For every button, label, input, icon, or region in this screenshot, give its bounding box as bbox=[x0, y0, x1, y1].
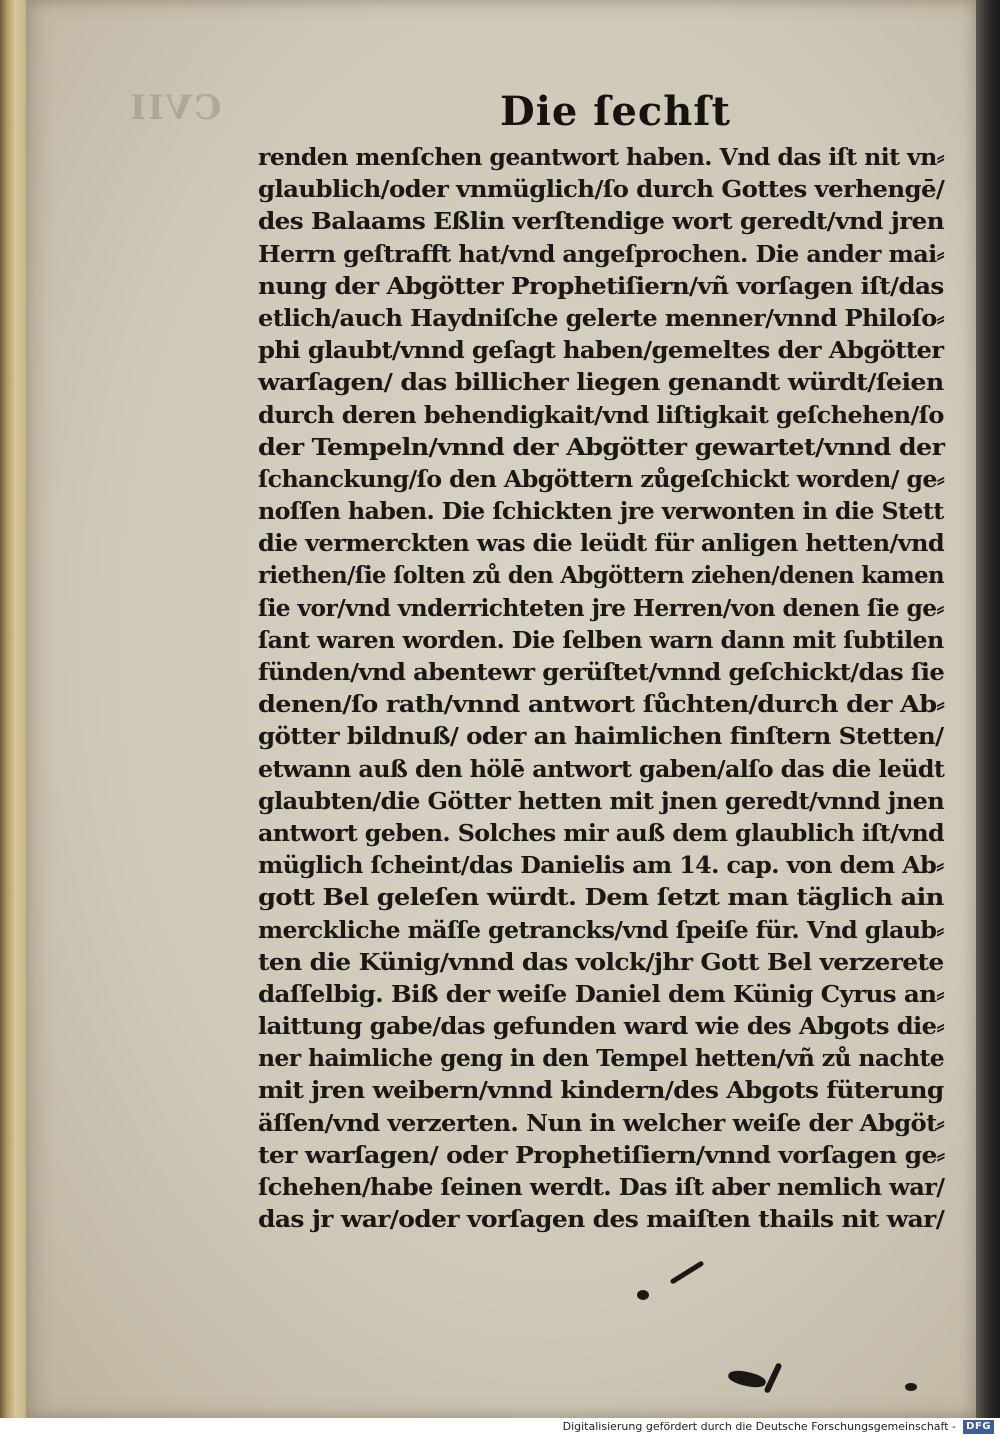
text-line: renden menſchen geantwort haben. Vnd das iſt nit vn⸗ bbox=[258, 144, 945, 171]
page-shadow bbox=[976, 0, 1000, 1418]
text-line: ſie vor/vnd vnderrichteten jre Herren/von denen ſie ge⸗ bbox=[258, 594, 944, 622]
text-line: noſſen haben. Die ſchickten jre verwonten in die Stett bbox=[258, 498, 944, 526]
body-text bbox=[258, 142, 944, 1236]
book-edge bbox=[0, 0, 26, 1418]
text-line: denen/ſo rath/vnnd antwort ſůchten/durch der Ab⸗ bbox=[258, 691, 945, 719]
text-line: fünden/vnd abentewr gerüſtet/vnnd geſchickt/das ſie bbox=[258, 659, 945, 686]
text-line: riethen/ſie ſolten zů den Abgöttern ziehen/denen kamen bbox=[258, 562, 944, 590]
text-line: äſſen/vnd verzerten. Nun in welcher weiſe der Abgöt⸗ bbox=[258, 1109, 945, 1137]
text-line: nung der Abgötter Prophetiſiern/vñ vorſagen iſt/das bbox=[258, 272, 944, 300]
text-line: merckliche mäſſe getrancks/vnd ſpeiſe für. Vnd glaub⸗ bbox=[258, 916, 944, 944]
text-line: Herrn geſtrafft hat/vnd angeſprochen. Die ander mai⸗ bbox=[258, 240, 944, 268]
text-line: gott Bel geleſen würdt. Dem ſetzt man täglich ain bbox=[258, 884, 944, 912]
text-line: ſchanckung/ſo den Abgöttern zůgeſchickt worden/ ge⸗ bbox=[258, 465, 945, 493]
text-line: daſſelbig. Biß der weiſe Daniel dem Künig Cyrus an⸗ bbox=[258, 980, 944, 1008]
text-line: etlich/auch Haydniſche gelerte menner/vnnd Philoſo⸗ bbox=[258, 304, 945, 332]
ink-dot bbox=[905, 1383, 917, 1391]
dfg-logo: DFG bbox=[963, 1420, 994, 1434]
text-line: glaubten/die Götter hetten mit jnen geredt/vnnd jnen bbox=[258, 787, 945, 815]
ink-dot bbox=[637, 1290, 649, 1300]
text-line: antwort geben. Solches mir auß dem glaublich iſt/vnd bbox=[258, 819, 945, 847]
text-line: das jr war/oder vorſagen des maiſten thails nit war/ bbox=[258, 1206, 945, 1234]
bleed-through-text: CVII bbox=[128, 88, 222, 128]
text-line: mit jren weibern/vnnd kindern/des Abgots füterung bbox=[258, 1077, 944, 1105]
text-line: phi glaubt/vnnd geſagt haben/gemeltes der Abgötter bbox=[258, 337, 944, 365]
page-heading: Die ſechſt bbox=[500, 88, 732, 135]
footer-credit: Digitalisierung gefördert durch die Deutsche Forschungsgemeinschaft - bbox=[562, 1420, 956, 1433]
text-line: ten die Künig/vnnd das volck/jhr Gott Bel verzerete bbox=[258, 948, 944, 976]
text-line: ner haimliche geng in den Tempel hetten/vñ zů nachte bbox=[258, 1045, 945, 1073]
text-line: etwann auß den hölē antwort gaben/alſo das die leüdt bbox=[258, 755, 945, 783]
text-line: ſchehen/habe ſeinen werdt. Das iſt aber nemlich war/ bbox=[258, 1174, 945, 1201]
text-line: ſant waren worden. Die ſelben warn dann mit ſubtilen bbox=[258, 626, 944, 654]
text-line: glaublich/oder vnmüglich/ſo durch Gottes verhengē/ bbox=[258, 176, 945, 204]
text-line: warſagen/ das billicher liegen genandt würdt/ſeien bbox=[258, 369, 944, 397]
text-line: des Balaams Eßlin verſtendige wort geredt/vnd jren bbox=[258, 208, 945, 236]
text-line: müglich ſcheint/das Danielis am 14. cap. von dem Ab⸗ bbox=[258, 852, 944, 880]
text-line: ter warſagen/ oder Prophetiſiern/vnnd vorſagen ge⸗ bbox=[258, 1141, 945, 1169]
text-line: götter bildnuß/ oder an haimlichen finſtern Stetten/ bbox=[258, 723, 944, 751]
text-line: durch deren behendigkait/vnd liſtigkait geſchehen/ſo bbox=[258, 401, 944, 429]
text-line: der Tempeln/vnnd der Abgötter gewartet/vnnd der bbox=[258, 433, 945, 461]
footer-bar bbox=[0, 1418, 1000, 1437]
text-line: laittung gabe/das gefunden ward wie des Abgots die⸗ bbox=[258, 1013, 944, 1041]
text-line: die vermerckten was die leüdt für anligen hetten/vnd bbox=[258, 530, 945, 558]
